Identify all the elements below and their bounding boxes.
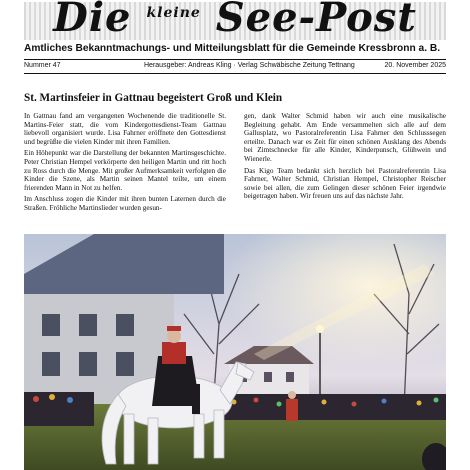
divider-top xyxy=(24,59,446,60)
issue-date: 20. November 2025 xyxy=(384,62,446,69)
masthead-title xyxy=(24,0,446,41)
masthead-title-part2: See-Post xyxy=(215,0,417,41)
info-line xyxy=(24,62,446,72)
article-paragraph: Ein Höhepunkt war die Darstellung der bekannten Martinsgeschichte. Peter Christian Hempel verkörperte den heiligen Martin und ritt hoch zu Ross durch die Menge. Mit großer Aufmerksamkeit verfolgten die Kinder die Szene, als Martin seinen Mantel teilte, um einem frierenden Mann in Not zu helfen. xyxy=(24,149,226,192)
article-paragraph: gen, dank Walter Schmid haben wir auch eine musikalische Begleitung gehabt. Am Ende versammelten sich alle auf dem Gallusplatz, wo Pastoralreferentin Lisa Fahrner den Schlusssegen erteilte. Danach war es Zeit für einen schönen Ausklang des Abends bei Zimtschnecke für alle Kinder, Kinderpunsch, Glühwein und Wienerle. xyxy=(244,112,446,163)
masthead-title-small: kleine xyxy=(146,5,201,21)
article-column-right xyxy=(244,112,446,204)
issue-number: Nummer 47 xyxy=(24,62,61,69)
article-paragraph: Das Kigo Team bedankt sich herzlich bei Pastoralreferentin Lisa Fahrner, Walter Schmid, Christian Hempel, Christopher Reischer sowie bei allen, die zum Gelingen dieser schönen Feier irgendwie beigetragen haben. Wir freuen uns auf das nächste Jahr. xyxy=(244,166,446,201)
article-paragraph: In Gattnau fand am vergangenen Wochenende die traditionelle St. Martins-Feier statt, die vom Kindergottesdienst-Team Gattnau liebevoll organisiert wurde. Lisa Fahrner eröffnete den Gottesdienst und begrüßte die vielen Kinder mit ihren Familien. xyxy=(24,112,226,146)
masthead-title-part1: Die xyxy=(53,0,132,41)
article-paragraph: Im Anschluss zogen die Kinder mit ihren bunten Laternen durch die Straßen. Fröhliche Martinslieder wurden gesun- xyxy=(24,195,226,212)
article-column-left xyxy=(24,112,226,216)
masthead-subtitle: Amtliches Bekanntmachungs- und Mitteilungsblatt für die Gemeinde Kressbronn a. B. xyxy=(24,43,441,54)
article-headline: St. Martinsfeier in Gattnau begeistert Groß und Klein xyxy=(24,92,283,104)
publisher: Herausgeber: Andreas Kling · Verlag Schwäbische Zeitung Tettnang xyxy=(144,62,355,69)
masthead xyxy=(24,0,446,42)
article-photo xyxy=(24,234,446,470)
divider-bottom xyxy=(24,73,446,74)
